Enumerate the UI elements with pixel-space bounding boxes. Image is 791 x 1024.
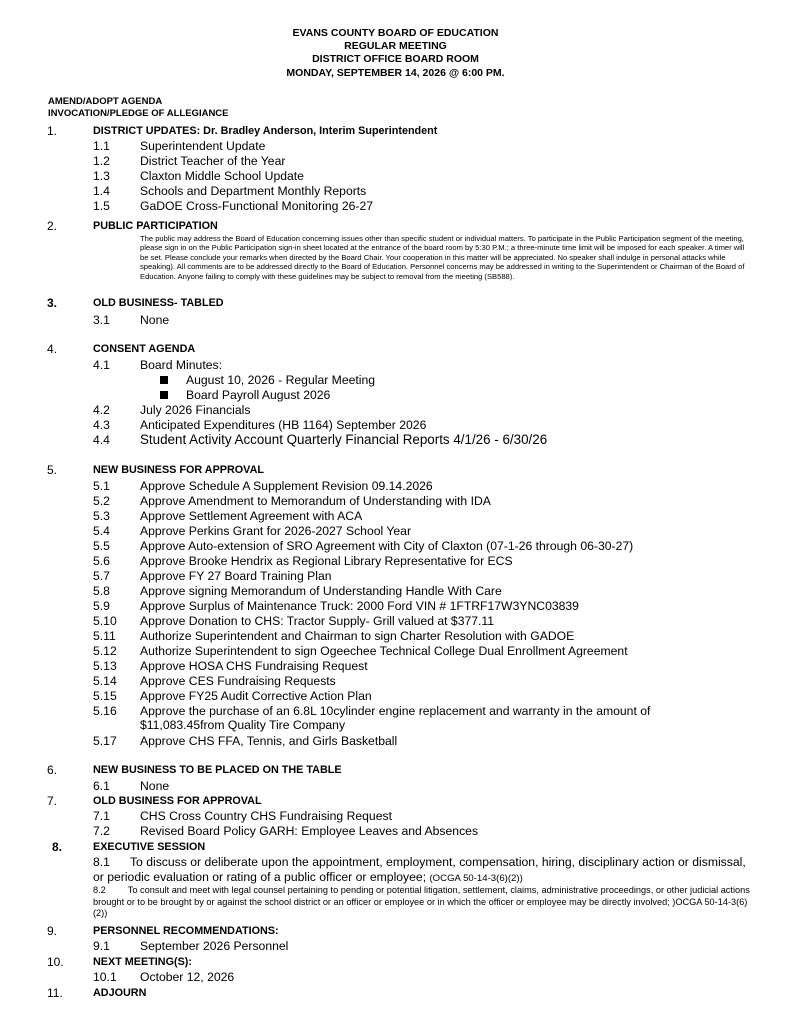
item-text: Approve Surplus of Maintenance Truck: 2000 Ford VIN # 1FTRF17W3YNC03839 <box>140 599 579 613</box>
section-executive-session <box>0 840 791 856</box>
item-number: 3.1 <box>93 313 110 327</box>
agenda-item <box>0 539 791 554</box>
item-text: Claxton Middle School Update <box>140 169 304 183</box>
section-title: OLD BUSINESS- TABLED <box>93 297 224 309</box>
item-number: 8.2 <box>93 885 106 895</box>
item-text: Approve Auto-extension of SRO Agreement with City of Claxton (07-1-26 through 06-30-27) <box>140 539 634 553</box>
bullet-text: August 10, 2026 - Regular Meeting <box>186 373 376 387</box>
meeting-type: REGULAR MEETING <box>344 40 447 52</box>
item-text: Authorize Superintendent and Chairman to sign Charter Resolution with GADOE <box>140 629 575 643</box>
agenda-item <box>0 403 791 418</box>
agenda-item <box>0 479 791 494</box>
item-number: 5.10 <box>93 614 117 628</box>
section-number: 5. <box>47 463 58 477</box>
item-number: 7.2 <box>93 824 110 838</box>
item-text: Superintendent Update <box>140 139 266 153</box>
item-text: Approve Settlement Agreement with ACA <box>140 509 363 523</box>
agenda-item <box>0 418 791 433</box>
item-number: 5.3 <box>93 509 110 523</box>
section-new-business-table <box>0 763 791 779</box>
agenda-item <box>0 169 791 184</box>
agenda-item <box>0 599 791 614</box>
item-text: Approve CES Fundraising Requests <box>140 674 336 688</box>
item-text: July 2026 Financials <box>140 403 251 417</box>
section-title: NEW BUSINESS FOR APPROVAL <box>93 464 264 476</box>
agenda-item <box>0 139 791 154</box>
section-title: CONSENT AGENDA <box>93 343 196 355</box>
section-title: PUBLIC PARTICIPATION <box>93 220 218 232</box>
section-number: 10. <box>47 955 64 969</box>
item-text: Approve Amendment to Memorandum of Understanding with IDA <box>140 494 491 508</box>
bullet-square-icon <box>160 376 168 384</box>
item-number: 5.4 <box>93 524 110 538</box>
section-number: 6. <box>47 763 58 777</box>
section-number: 7. <box>47 794 58 808</box>
item-number: 4.3 <box>93 418 110 432</box>
board-name: EVANS COUNTY BOARD OF EDUCATION <box>292 27 499 39</box>
agenda-item <box>0 584 791 599</box>
item-number: 10.1 <box>93 970 117 984</box>
item-number: 5.2 <box>93 494 110 508</box>
section-number: 2. <box>47 219 58 233</box>
agenda-item <box>0 358 791 373</box>
item-text: Board Minutes: <box>140 358 222 372</box>
item-number: 6.1 <box>93 779 110 793</box>
executive-item-1 <box>93 855 753 886</box>
item-text: Approve HOSA CHS Fundraising Request <box>140 659 368 673</box>
item-text: None <box>140 779 170 793</box>
section-number: 8. <box>52 840 63 854</box>
section-adjourn <box>0 986 791 1002</box>
item-number: 1.2 <box>93 154 110 168</box>
section-title: EXECUTIVE SESSION <box>93 841 206 853</box>
bullet-item <box>0 388 791 403</box>
agenda-item <box>0 433 791 448</box>
section-next-meeting <box>0 955 791 971</box>
section-number: 4. <box>47 342 58 356</box>
public-participation-rules: The public may address the Board of Education concerning issues other than specific student or individual matters. To participate in the Public Participation segment of the meeting, please sign in on the Public Participation sign-in sheet located at the entrance of the board room by 5:30 P.M.; a three-minute time limit will be imposed for each speaker. A timer will be set. Please conclude your remarks when directed by the Board Chair. Your cooperation in this matter will be appreciated. No speaker shall indulge in personal attacks while speaking). All comments are to be addressed directly to the Board of Education. Personnel concerns may be addressed in writing to the Superintendent or Chairman of the Board of Education. Anyone failing to comply with these guidelines may be subject to removal from the meeting (SB588). <box>140 234 745 281</box>
item-number: 4.4 <box>93 433 110 447</box>
item-number: 5.5 <box>93 539 110 553</box>
bullet-square-icon <box>160 391 168 399</box>
section-number: 1. <box>47 124 58 138</box>
item-text: GaDOE Cross-Functional Monitoring 26-27 <box>140 199 374 213</box>
item-text: To consult and meet with legal counsel pertaining to pending or potential litigation, settlement, claims, administrative proceedings, or other judicial actions brought or to be brought by or against the school district or an officer or employee or in which the officer or employee may be directly involved; )OCGA 50-14-3(6)(2)) <box>93 885 750 918</box>
item-number: 5.16 <box>93 704 117 718</box>
agenda-item <box>0 939 791 954</box>
item-text: Revised Board Policy GARH: Employee Leaves and Absences <box>140 824 479 838</box>
agenda-item <box>0 970 791 985</box>
section-district-updates <box>0 124 791 140</box>
section-title: PERSONNEL RECOMMENDATIONS: <box>93 925 279 937</box>
section-title: NEXT MEETING(S): <box>93 956 192 968</box>
section-title: OLD BUSINESS FOR APPROVAL <box>93 795 262 807</box>
section-number: 3. <box>47 296 58 310</box>
item-text: Approve Donation to CHS: Tractor Supply- Grill valued at $377.11 <box>140 614 495 628</box>
item-number: 5.13 <box>93 659 117 673</box>
item-text: District Teacher of the Year <box>140 154 286 168</box>
item-number: 5.6 <box>93 554 110 568</box>
agenda-item <box>0 569 791 584</box>
item-number: 1.1 <box>93 139 110 153</box>
item-number: 1.4 <box>93 184 110 198</box>
agenda-item <box>0 494 791 509</box>
item-text: Approve the purchase of an 6.8L 10cylinder engine replacement and warranty in the amount of <box>140 704 651 718</box>
item-number: 1.5 <box>93 199 110 213</box>
item-text: Approve Schedule A Supplement Revision 09.14.2026 <box>140 479 433 493</box>
agenda-item <box>0 704 791 719</box>
section-public-participation <box>0 219 791 235</box>
section-title: ADJOURN <box>93 987 147 999</box>
item-text: Schools and Department Monthly Reports <box>140 184 367 198</box>
item-text: Anticipated Expenditures (HB 1164) September 2026 <box>140 418 427 432</box>
item-number: 4.2 <box>93 403 110 417</box>
agenda-item <box>0 659 791 674</box>
item-number: 5.7 <box>93 569 110 583</box>
section-consent-agenda <box>0 342 791 358</box>
item-text: September 2026 Personnel <box>140 939 289 953</box>
item-number: 5.9 <box>93 599 110 613</box>
item-number: 5.14 <box>93 674 117 688</box>
item-number: 5.1 <box>93 479 110 493</box>
item-number: 9.1 <box>93 939 110 953</box>
section-personnel <box>0 924 791 940</box>
agenda-item <box>0 644 791 659</box>
section-old-business-approval <box>0 794 791 810</box>
agenda-item <box>0 199 791 214</box>
section-number: 11. <box>47 986 63 1000</box>
item-text: Student Activity Account Quarterly Financial Reports 4/1/26 - 6/30/26 <box>140 432 548 447</box>
item-number: 5.15 <box>93 689 117 703</box>
agenda-item <box>0 554 791 569</box>
meeting-location: DISTRICT OFFICE BOARD ROOM <box>312 53 479 65</box>
item-number: 5.12 <box>93 644 117 658</box>
item-text: None <box>140 313 170 327</box>
item-number: 7.1 <box>93 809 110 823</box>
section-title: DISTRICT UPDATES: Dr. Bradley Anderson, Interim Superintendent <box>93 125 438 137</box>
item-text: Approve Perkins Grant for 2026-2027 School Year <box>140 524 412 538</box>
agenda-item <box>0 313 791 328</box>
item-text: To discuss or deliberate upon the appointment, employment, compensation, hiring, disciplinary action or dismissal, or periodic evaluation or rating of a public officer or employee; <box>93 855 746 884</box>
agenda-item <box>0 734 791 749</box>
item-text: Approve FY 27 Board Training Plan <box>140 569 332 583</box>
agenda-item <box>0 809 791 824</box>
executive-item-2 <box>93 885 753 920</box>
item-text: October 12, 2026 <box>140 970 235 984</box>
agenda-item <box>0 629 791 644</box>
item-number: 1.3 <box>93 169 110 183</box>
agenda-item <box>0 614 791 629</box>
item-number: 5.17 <box>93 734 117 748</box>
item-number: 8.1 <box>93 855 110 869</box>
item-text: Approve signing Memorandum of Understanding Handle With Care <box>140 584 502 598</box>
section-number: 9. <box>47 924 58 938</box>
item-text-continued: $11,083.45from Quality Tire Company <box>140 718 346 732</box>
agenda-item <box>0 524 791 539</box>
agenda-item <box>0 674 791 689</box>
item-number: 5.8 <box>93 584 110 598</box>
item-citation: (OCGA 50-14-3(6)(2)) <box>429 873 523 884</box>
amend-adopt-agenda: AMEND/ADOPT AGENDA <box>48 96 163 107</box>
agenda-item <box>0 509 791 524</box>
section-new-business <box>0 463 791 479</box>
item-text: CHS Cross Country CHS Fundraising Request <box>140 809 392 823</box>
agenda-item <box>0 154 791 169</box>
agenda-item <box>0 779 791 794</box>
section-old-business-tabled <box>0 296 791 312</box>
item-text: Approve Brooke Hendrix as Regional Library Representative for ECS <box>140 554 513 568</box>
agenda-item <box>0 824 791 839</box>
section-title: NEW BUSINESS TO BE PLACED ON THE TABLE <box>93 764 342 776</box>
item-text: Approve CHS FFA, Tennis, and Girls Basketball <box>140 734 398 748</box>
meeting-date: MONDAY, SEPTEMBER 14, 2026 @ 6:00 PM. <box>286 67 505 79</box>
item-text: Approve FY25 Audit Corrective Action Plan <box>140 689 372 703</box>
agenda-item <box>0 184 791 199</box>
item-number: 4.1 <box>93 358 110 372</box>
item-text: Authorize Superintendent to sign Ogeechee Technical College Dual Enrollment Agreement <box>140 644 628 658</box>
agenda-item <box>0 689 791 704</box>
item-number: 5.11 <box>93 629 116 643</box>
bullet-item <box>0 373 791 388</box>
invocation-pledge: INVOCATION/PLEDGE OF ALLEGIANCE <box>48 108 229 119</box>
bullet-text: Board Payroll August 2026 <box>186 388 331 402</box>
